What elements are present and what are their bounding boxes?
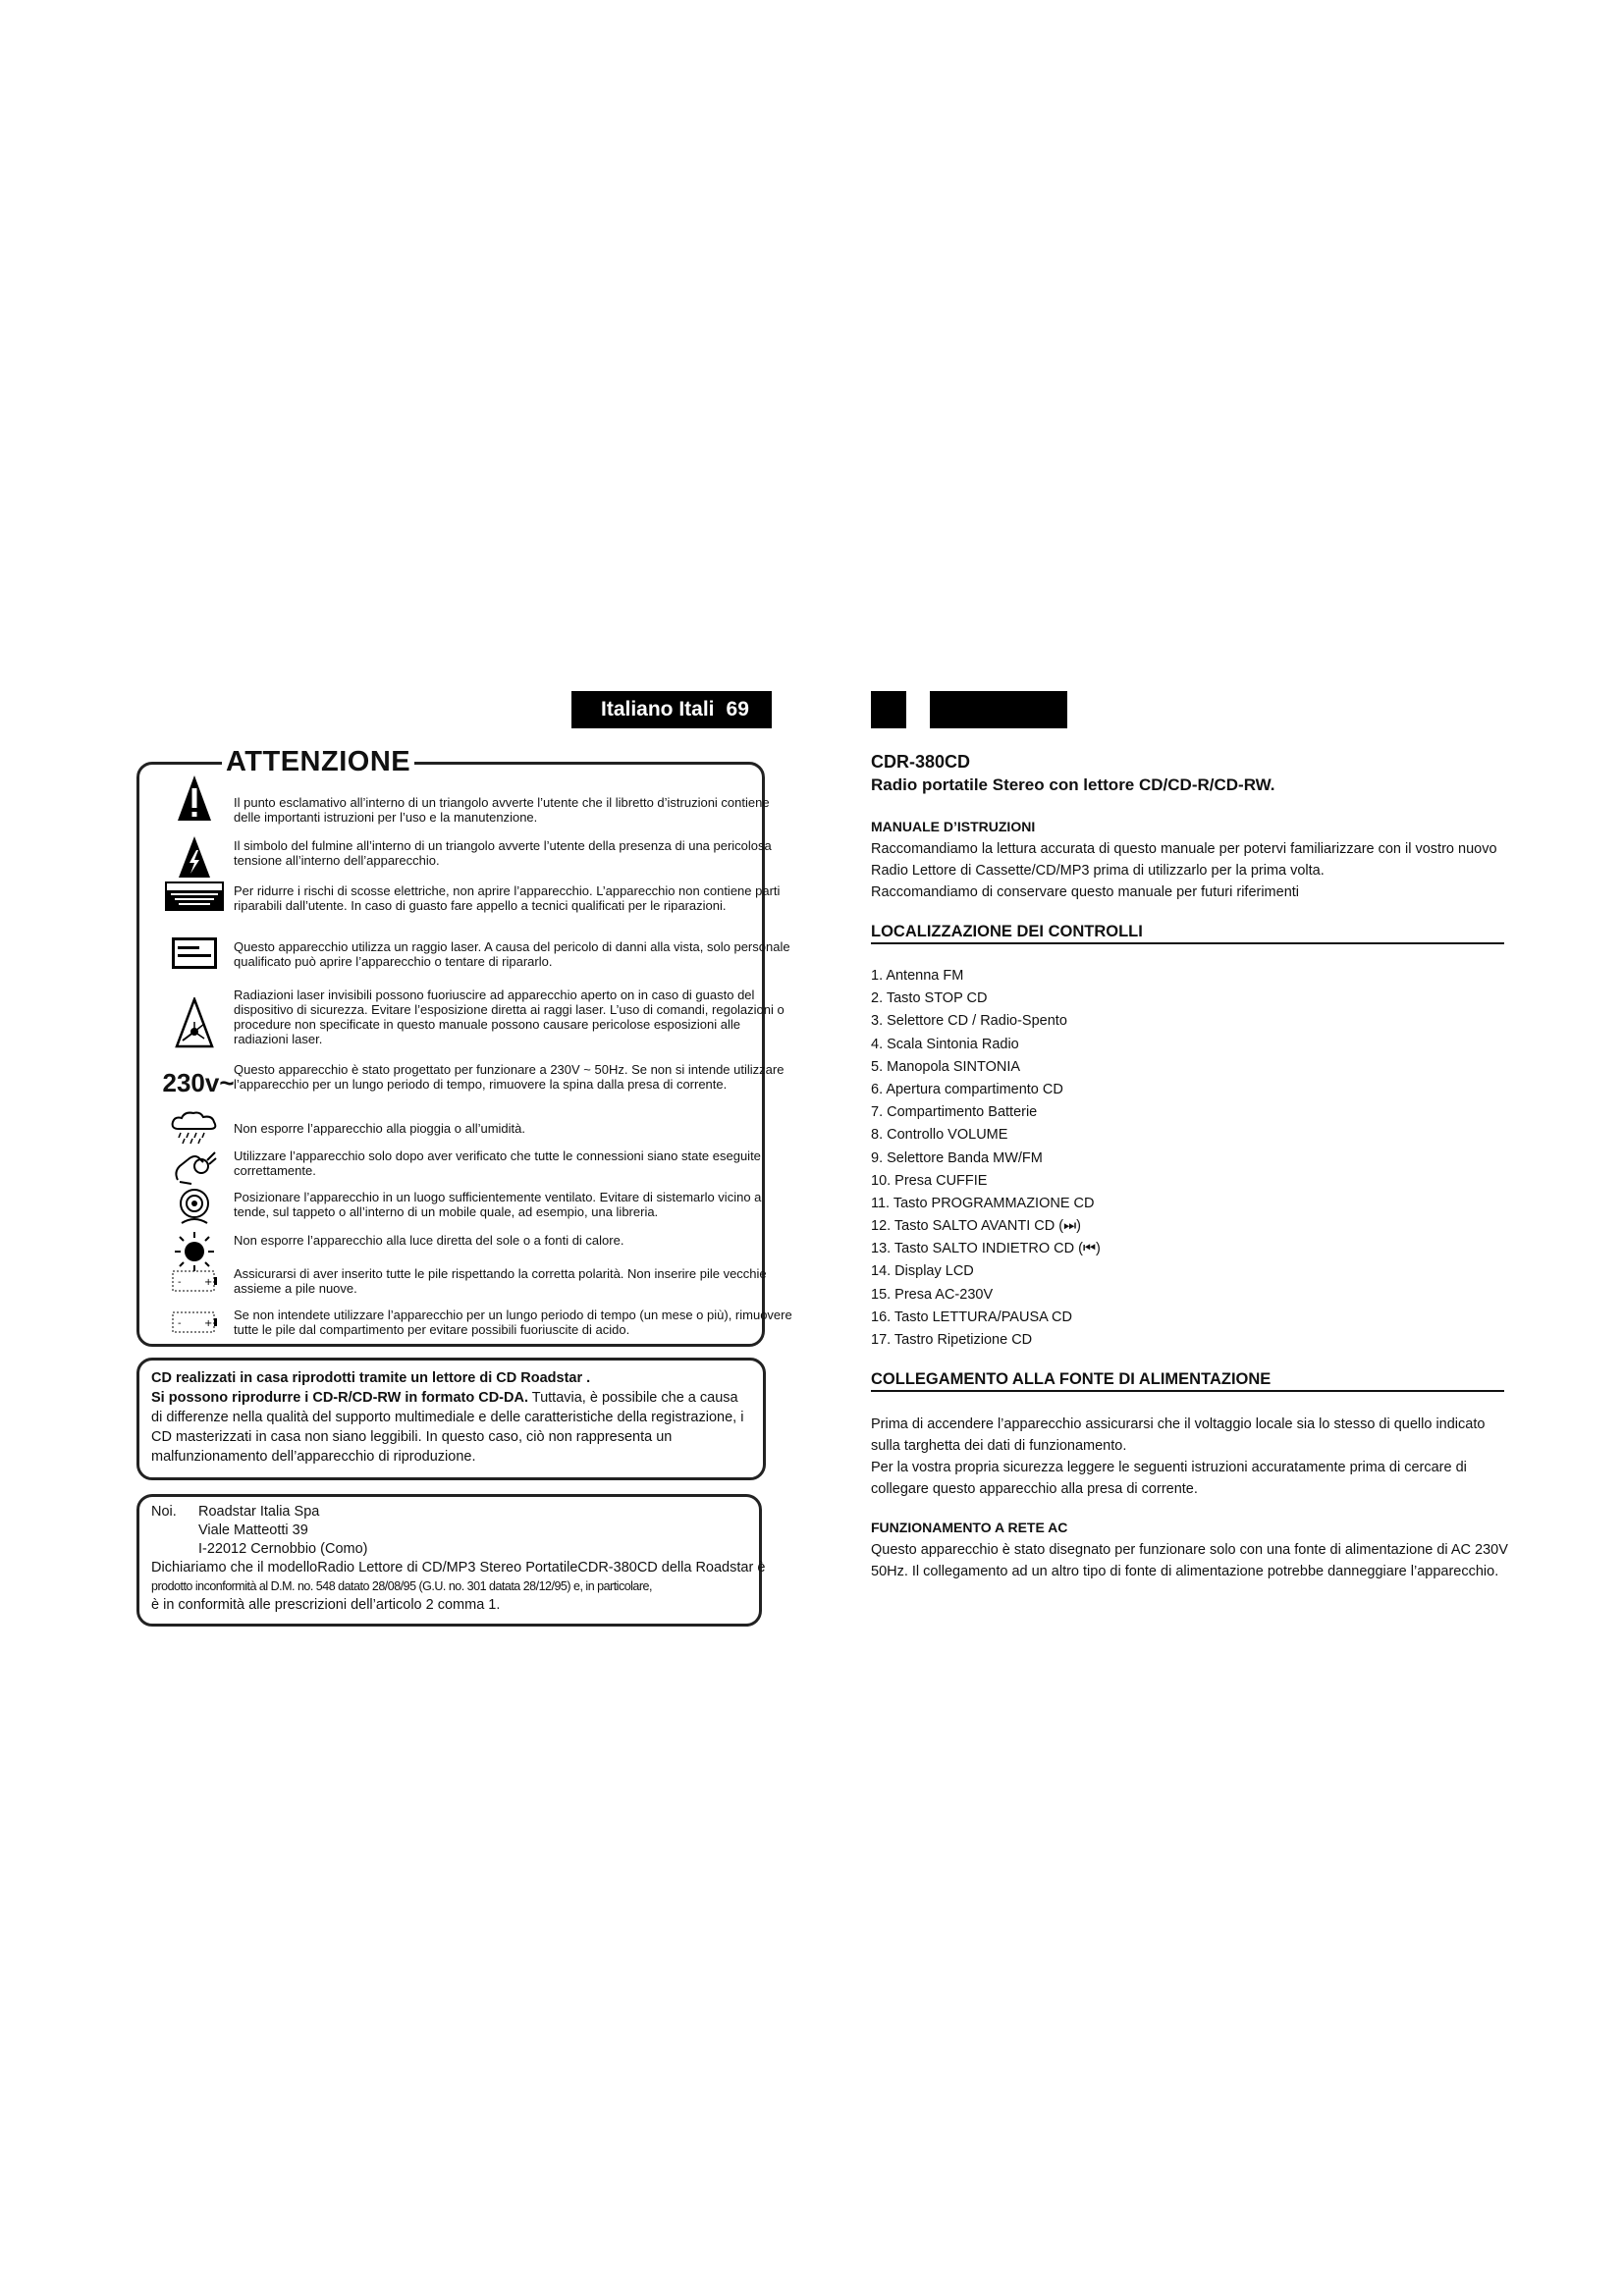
page-number: 69 <box>726 698 749 721</box>
manual-heading: MANUALE D’ISTRUZIONI <box>871 819 1036 834</box>
list-item: 9. Selettore Banda MW/FM <box>871 1149 1043 1166</box>
declaration-line3: è in conformità alle prescrizioni dell’articolo 2 comma 1. <box>151 1597 501 1613</box>
svg-text:+: + <box>204 1318 213 1329</box>
power-paragraph: Per la vostra propria sicurezza leggere le seguenti istruzioni accuratamente prima di cercare di collegare questo apparecchio alla presa di corrente. <box>871 1460 1467 1497</box>
warning-item <box>155 1060 793 1098</box>
warning-item <box>155 1308 793 1337</box>
warning-item <box>155 937 793 969</box>
ac-heading: FUNZIONAMENTO A RETE AC <box>871 1520 1068 1535</box>
list-item: 15. Presa AC-230V <box>871 1286 994 1303</box>
cd-notice-box <box>136 1358 766 1480</box>
list-item: 2. Tasto STOP CD <box>871 990 988 1007</box>
warning-text: Il simbolo del fulmine all’interno di un triangolo avverte l’utente della presenza di una pericolosa tensione all’interno dell’apparecchio. <box>234 838 772 868</box>
warning-item <box>155 836 793 878</box>
warning-text: Non esporre l’apparecchio alla luce diretta del sole o a fonti di calore. <box>234 1233 624 1248</box>
list-item: 7. Compartimento Batterie <box>871 1104 1038 1121</box>
battery-remove-icon <box>172 1311 217 1333</box>
controls-list <box>871 965 1509 1352</box>
cd-notice-line2-bold: Si possono riprodurre i CD-R/CD-RW in formato CD-DA. <box>151 1390 528 1406</box>
manual-paragraph: Raccomandiamo la lettura accurata di questo manuale per potervi familiarizzare con il vostro nuovo Radio Lettore di Cassette/CD/MP3 prima di utilizzarlo per la prima volta. <box>871 841 1497 879</box>
rain-cloud-icon <box>169 1111 220 1145</box>
warning-text: Il punto esclamativo all’interno di un triangolo avverte l’utente che il libretto d’istruzioni contiene delle importanti istruzioni per l’uso e la manutenzione. <box>234 795 770 825</box>
warning-item <box>155 1188 793 1227</box>
warning-text: Posizionare l’apparecchio in un luogo sufficientemente ventilato. Evitare di sistemarlo vicino a tende, sul tappeto o all’interno di un mobile quale, ad esempio, una libreria. <box>234 1190 762 1219</box>
address-line: Roadstar Italia Spa <box>198 1504 320 1520</box>
battery-polarity-icon <box>172 1270 217 1292</box>
svg-text:-: - <box>178 1277 182 1288</box>
declaration-label: Noi. <box>151 1504 177 1520</box>
list-item: 3. Selettore CD / Radio-Spento <box>871 1013 1067 1030</box>
warning-text: Questo apparecchio utilizza un raggio laser. A causa del pericolo di danni alla vista, solo personale qualificato può aprire l’apparecchio o tentare di ripararlo. <box>234 939 790 969</box>
cd-notice-line1: CD realizzati in casa riprodotti tramite un lettore di CD Roadstar . <box>151 1370 591 1386</box>
cd-notice-line2-rest: Tuttavia, è possibile che a causa di differenze nella qualità del supporto multimediale e delle caratteristiche della registrazione, i CD masterizzati in casa non siano leggibili. In questo caso, ciò non rappresenta un malfunzionamento dell’apparecchio di riproduzione. <box>151 1390 744 1465</box>
header-bar-large <box>930 691 1067 728</box>
warning-item <box>155 1147 793 1186</box>
warning-item <box>155 986 793 1048</box>
list-item: 6. Apertura compartimento CD <box>871 1081 1063 1097</box>
address-line: I-22012 Cernobbio (Como) <box>198 1541 368 1557</box>
model-name: CDR-380CD <box>871 752 971 772</box>
exclamation-triangle-icon <box>178 775 211 821</box>
laser-triangle-icon <box>175 997 214 1048</box>
list-item: 5. Manopola SINTONIA <box>871 1058 1021 1075</box>
language-label: Italiano Itali <box>601 698 715 721</box>
list-item: 17. Tastro Ripetizione CD <box>871 1332 1033 1348</box>
power-heading: COLLEGAMENTO ALLA FONTE DI ALIMENTAZIONE <box>871 1370 1504 1392</box>
list-item: 10. Presa CUFFIE <box>871 1172 988 1189</box>
warning-item <box>155 775 793 825</box>
language-page-bar <box>571 691 772 728</box>
list-item: 16. Tasto LETTURA/PAUSA CD <box>871 1308 1072 1325</box>
warning-item <box>155 1266 793 1296</box>
power-paragraph: Prima di accendere l’apparecchio assicurarsi che il voltaggio locale sia lo stesso di quello indicato sulla targhetta dei dati di funzionamento. <box>871 1416 1486 1454</box>
voltage-icon: 230v~ <box>162 1068 235 1097</box>
caution-label-icon <box>165 881 224 911</box>
address-line: Viale Matteotti 39 <box>198 1522 308 1538</box>
declaration-box <box>136 1494 766 1627</box>
list-item: 12. Tasto SALTO AVANTI CD (⏭) <box>871 1218 1081 1235</box>
warning-item <box>155 881 793 913</box>
header-bar-small <box>871 691 906 728</box>
product-subtitle: Radio portatile Stereo con lettore CD/CD-R/CD-RW. <box>871 775 1275 794</box>
list-item: 4. Scala Sintonia Radio <box>871 1036 1019 1052</box>
class1-laser-label-icon <box>172 937 217 969</box>
warnings-title: ATTENZIONE <box>222 746 414 778</box>
list-item: 1. Antenna FM <box>871 968 964 984</box>
controls-heading: LOCALIZZAZIONE DEI CONTROLLI <box>871 923 1504 944</box>
list-item: 13. Tasto SALTO INDIETRO CD (⏮) <box>871 1241 1101 1257</box>
ventilation-icon <box>176 1188 213 1227</box>
svg-text:+: + <box>204 1277 213 1288</box>
svg-text:-: - <box>178 1318 182 1329</box>
manual-paragraph: Raccomandiamo di conservare questo manuale per futuri riferimenti <box>871 884 1300 900</box>
warning-text: Assicurarsi di aver inserito tutte le pile rispettando la corretta polarità. Non inserire pile vecchie assieme a pile nuove. <box>234 1266 767 1296</box>
warning-item <box>155 1111 793 1145</box>
declaration-line2: prodotto inconformità al D.M. no. 548 datato 28/08/95 (G.U. no. 301 datata 28/12/95) e, in particolare, <box>151 1579 652 1593</box>
warning-text: Radiazioni laser invisibili possono fuoriuscire ad apparecchio aperto on in caso di guasto del dispositivo di sicurezza. Evitare l’esposizione diretta ai raggi laser. L’uso di comandi, regolazioni o procedure non specificate in questo manuale possono causare pericolose esposizioni alle radiazioni laser. <box>234 988 785 1046</box>
warning-text: Non esporre l’apparecchio alla pioggia o all’umidità. <box>234 1121 526 1136</box>
warning-text: Utilizzare l’apparecchio solo dopo aver verificato che tutte le connessioni siano state eseguite correttamente. <box>234 1148 761 1178</box>
warning-text: Per ridurre i rischi di scosse elettriche, non aprire l’apparecchio. L’apparecchio non contiene parti riparabili dall’utente. In caso di guasto fare appello a tecnici qualificati per le riparazioni. <box>234 883 781 913</box>
warning-text: Questo apparecchio è stato progettato per funzionare a 230V ~ 50Hz. Se non si intende utilizzare l’apparecchio per un lungo periodo di tempo, rimuovere la spina dalla presa di corrente. <box>234 1062 785 1092</box>
warning-text: Se non intendete utilizzare l’apparecchio per un lungo periodo di tempo (un mese o più), rimuovere tutte le pile dal compartimento per evitare possibili fuoriuscite di acido. <box>234 1308 792 1337</box>
ac-paragraph: Questo apparecchio è stato disegnato per funzionare solo con una fonte di alimentazione di AC 230V 50Hz. Il collegamento ad un altro tipo di fonte di alimentazione potrebbe danneggiare l’apparecchio. <box>871 1542 1508 1579</box>
list-item: 14. Display LCD <box>871 1263 974 1280</box>
declaration-line1: Dichiariamo che il modelloRadio Lettore di CD/MP3 Stereo PortatileCDR-380CD della Roadstar è <box>151 1560 766 1575</box>
lightning-triangle-icon <box>179 836 210 878</box>
list-item: 11. Tasto PROGRAMMAZIONE CD <box>871 1195 1095 1211</box>
plug-hand-icon <box>172 1147 217 1186</box>
list-item: 8. Controllo VOLUME <box>871 1127 1008 1144</box>
